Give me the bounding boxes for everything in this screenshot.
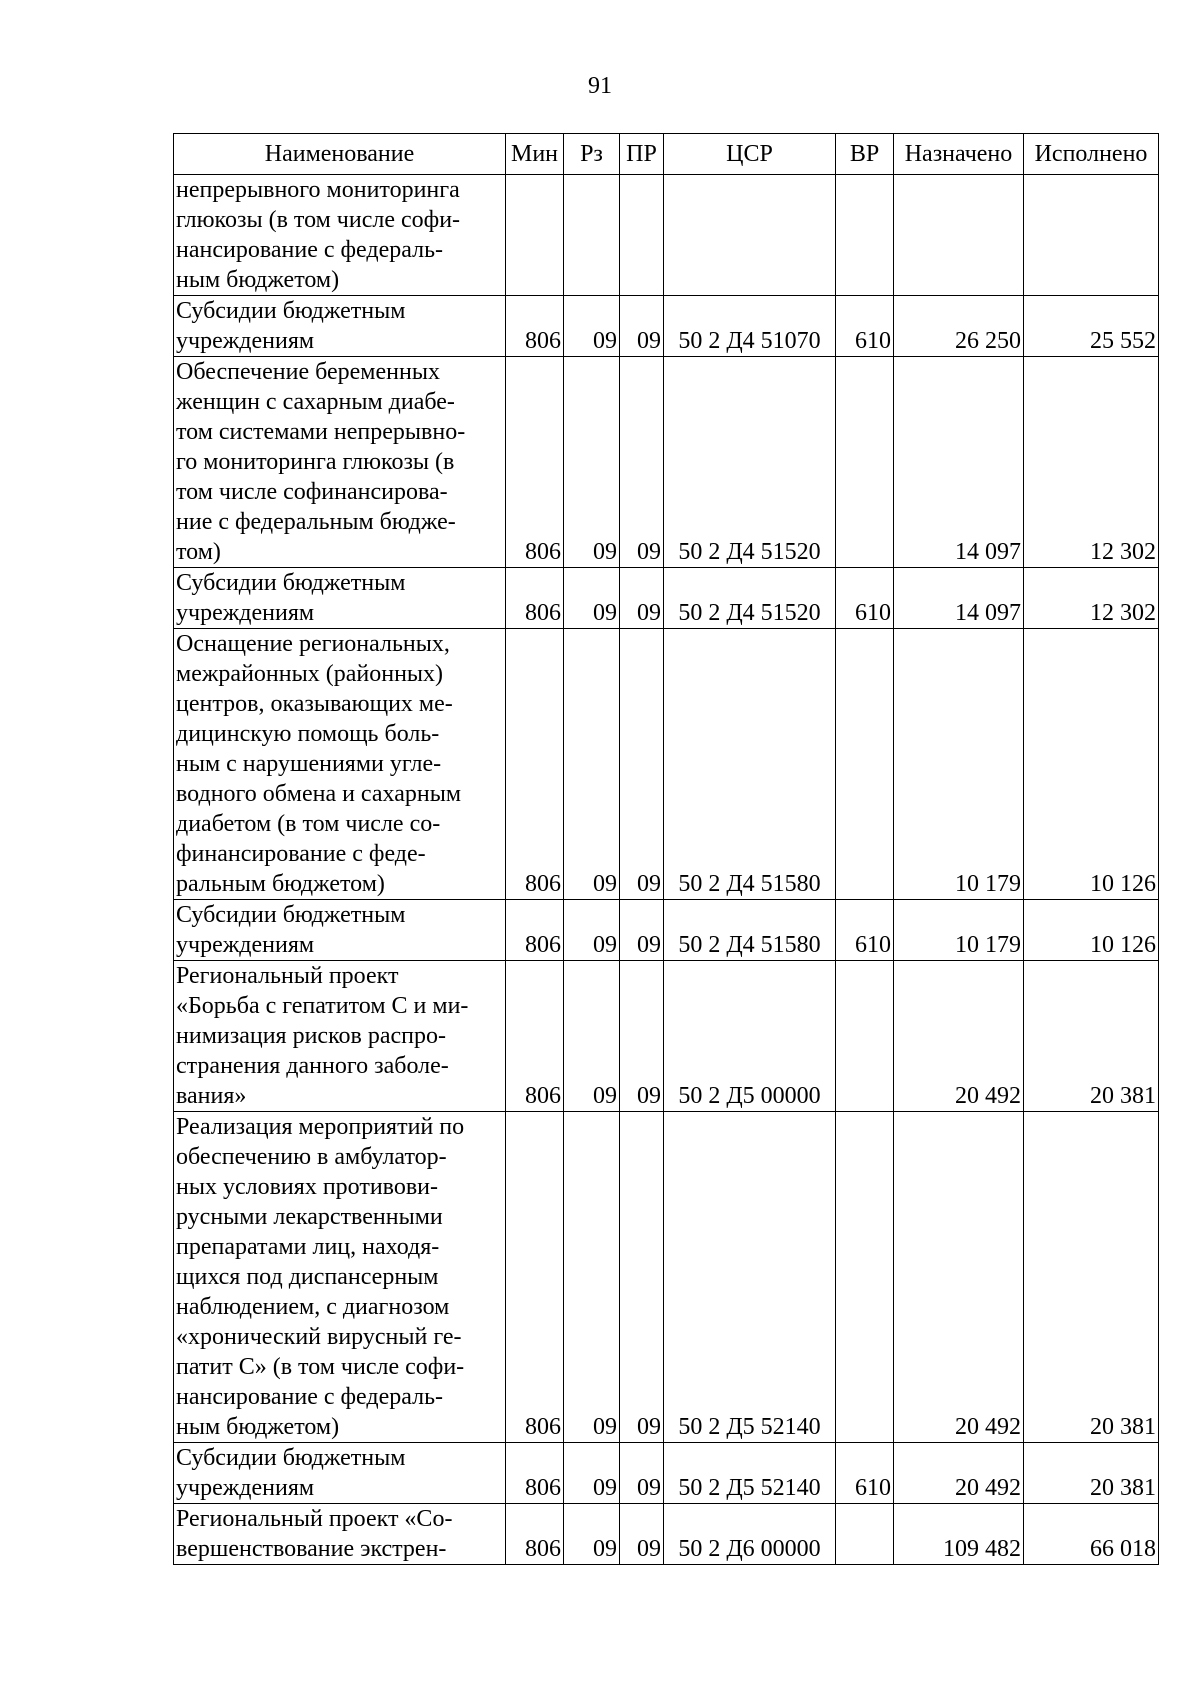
cell-pr: 09: [620, 629, 664, 900]
cell-csr: 50 2 Д4 51580: [664, 900, 836, 961]
cell-name: Субсидии бюджетным учреждениям: [174, 1443, 506, 1504]
cell-rz: 09: [564, 961, 620, 1112]
table-row: [174, 629, 1159, 900]
cell-vr: 610: [836, 296, 894, 357]
table-row: [174, 1112, 1159, 1443]
cell-vr: [836, 1112, 894, 1443]
cell-min: 806: [506, 900, 564, 961]
cell-pr: 09: [620, 900, 664, 961]
table-row: [174, 1443, 1159, 1504]
cell-csr: 50 2 Д6 00000: [664, 1504, 836, 1565]
cell-assigned: 10 179: [894, 629, 1024, 900]
table-body: [174, 175, 1159, 1565]
cell-min: 806: [506, 357, 564, 568]
cell-rz: 09: [564, 1112, 620, 1443]
cell-min: 806: [506, 961, 564, 1112]
cell-assigned: 14 097: [894, 357, 1024, 568]
cell-vr: 610: [836, 900, 894, 961]
cell-pr: 09: [620, 1443, 664, 1504]
table-row: [174, 175, 1159, 296]
cell-pr: 09: [620, 296, 664, 357]
cell-assigned: 20 492: [894, 1443, 1024, 1504]
cell-csr: 50 2 Д5 52140: [664, 1112, 836, 1443]
cell-assigned: 10 179: [894, 900, 1024, 961]
cell-name: Обеспечение беременных женщин с сахарным диабе- том системами непрерывно- го мониторинга глюкозы (в том числе софинансирова- ние с федеральным бюдже- том): [174, 357, 506, 568]
cell-vr: 610: [836, 1443, 894, 1504]
column-header-pr: ПР: [620, 134, 664, 175]
cell-pr: [620, 175, 664, 296]
cell-min: [506, 175, 564, 296]
cell-executed: 20 381: [1024, 1443, 1159, 1504]
cell-csr: 50 2 Д4 51580: [664, 629, 836, 900]
cell-executed: 25 552: [1024, 296, 1159, 357]
cell-csr: 50 2 Д4 51520: [664, 568, 836, 629]
cell-name: Субсидии бюджетным учреждениям: [174, 900, 506, 961]
cell-pr: 09: [620, 1112, 664, 1443]
budget-table: [173, 133, 1159, 1565]
cell-min: 806: [506, 1112, 564, 1443]
cell-pr: 09: [620, 357, 664, 568]
cell-name: Реализация мероприятий по обеспечению в амбулатор- ных условиях противови- русными лекарственными препаратами лиц, находя- щихся под диспансерным наблюдением, с диагнозом «хронический вирусный ге- патит С» (в том числе софи- нансирование с федераль- ным бюджетом): [174, 1112, 506, 1443]
cell-name: Субсидии бюджетным учреждениям: [174, 568, 506, 629]
cell-vr: [836, 1504, 894, 1565]
cell-min: 806: [506, 568, 564, 629]
cell-vr: [836, 357, 894, 568]
table-row: [174, 568, 1159, 629]
cell-vr: [836, 629, 894, 900]
cell-rz: 09: [564, 1504, 620, 1565]
table-row: [174, 357, 1159, 568]
cell-executed: 12 302: [1024, 357, 1159, 568]
cell-pr: 09: [620, 1504, 664, 1565]
table-row: [174, 900, 1159, 961]
cell-rz: 09: [564, 1443, 620, 1504]
cell-rz: 09: [564, 900, 620, 961]
cell-name: Оснащение региональных, межрайонных (районных) центров, оказывающих ме- дицинскую помощь боль- ным с нарушениями угле- водного обмена и сахарным диабетом (в том числе со- финансирование с феде- ральным бюджетом): [174, 629, 506, 900]
column-header-csr: ЦСР: [664, 134, 836, 175]
cell-min: 806: [506, 1504, 564, 1565]
cell-csr: 50 2 Д4 51520: [664, 357, 836, 568]
cell-csr: [664, 175, 836, 296]
cell-name: непрерывного мониторинга глюкозы (в том числе софи- нансирование с федераль- ным бюджетом): [174, 175, 506, 296]
cell-executed: 20 381: [1024, 1112, 1159, 1443]
cell-rz: 09: [564, 629, 620, 900]
column-header-assigned: Назначено: [894, 134, 1024, 175]
cell-assigned: 20 492: [894, 961, 1024, 1112]
cell-name: Региональный проект «Борьба с гепатитом С и ми- нимизация рисков распро- странения данного заболе- вания»: [174, 961, 506, 1112]
cell-executed: 10 126: [1024, 629, 1159, 900]
table-row: [174, 961, 1159, 1112]
cell-rz: 09: [564, 357, 620, 568]
cell-min: 806: [506, 629, 564, 900]
cell-vr: 610: [836, 568, 894, 629]
table-row: [174, 296, 1159, 357]
cell-executed: 12 302: [1024, 568, 1159, 629]
cell-csr: 50 2 Д5 52140: [664, 1443, 836, 1504]
cell-pr: 09: [620, 568, 664, 629]
cell-min: 806: [506, 1443, 564, 1504]
cell-executed: 20 381: [1024, 961, 1159, 1112]
cell-csr: 50 2 Д4 51070: [664, 296, 836, 357]
column-header-vr: ВР: [836, 134, 894, 175]
cell-assigned: [894, 175, 1024, 296]
cell-vr: [836, 961, 894, 1112]
column-header-min: Мин: [506, 134, 564, 175]
cell-pr: 09: [620, 961, 664, 1112]
cell-rz: 09: [564, 296, 620, 357]
cell-name: Субсидии бюджетным учреждениям: [174, 296, 506, 357]
cell-executed: 10 126: [1024, 900, 1159, 961]
cell-assigned: 109 482: [894, 1504, 1024, 1565]
table-header-row: [174, 134, 1159, 175]
column-header-rz: Рз: [564, 134, 620, 175]
cell-name: Региональный проект «Со- вершенствование экстрен-: [174, 1504, 506, 1565]
cell-min: 806: [506, 296, 564, 357]
column-header-name: Наименование: [174, 134, 506, 175]
cell-rz: [564, 175, 620, 296]
cell-executed: 66 018: [1024, 1504, 1159, 1565]
cell-vr: [836, 175, 894, 296]
cell-assigned: 14 097: [894, 568, 1024, 629]
table-row: [174, 1504, 1159, 1565]
cell-assigned: 26 250: [894, 296, 1024, 357]
column-header-executed: Исполнено: [1024, 134, 1159, 175]
cell-rz: 09: [564, 568, 620, 629]
cell-executed: [1024, 175, 1159, 296]
cell-csr: 50 2 Д5 00000: [664, 961, 836, 1112]
page-number: 91: [588, 73, 612, 99]
cell-assigned: 20 492: [894, 1112, 1024, 1443]
